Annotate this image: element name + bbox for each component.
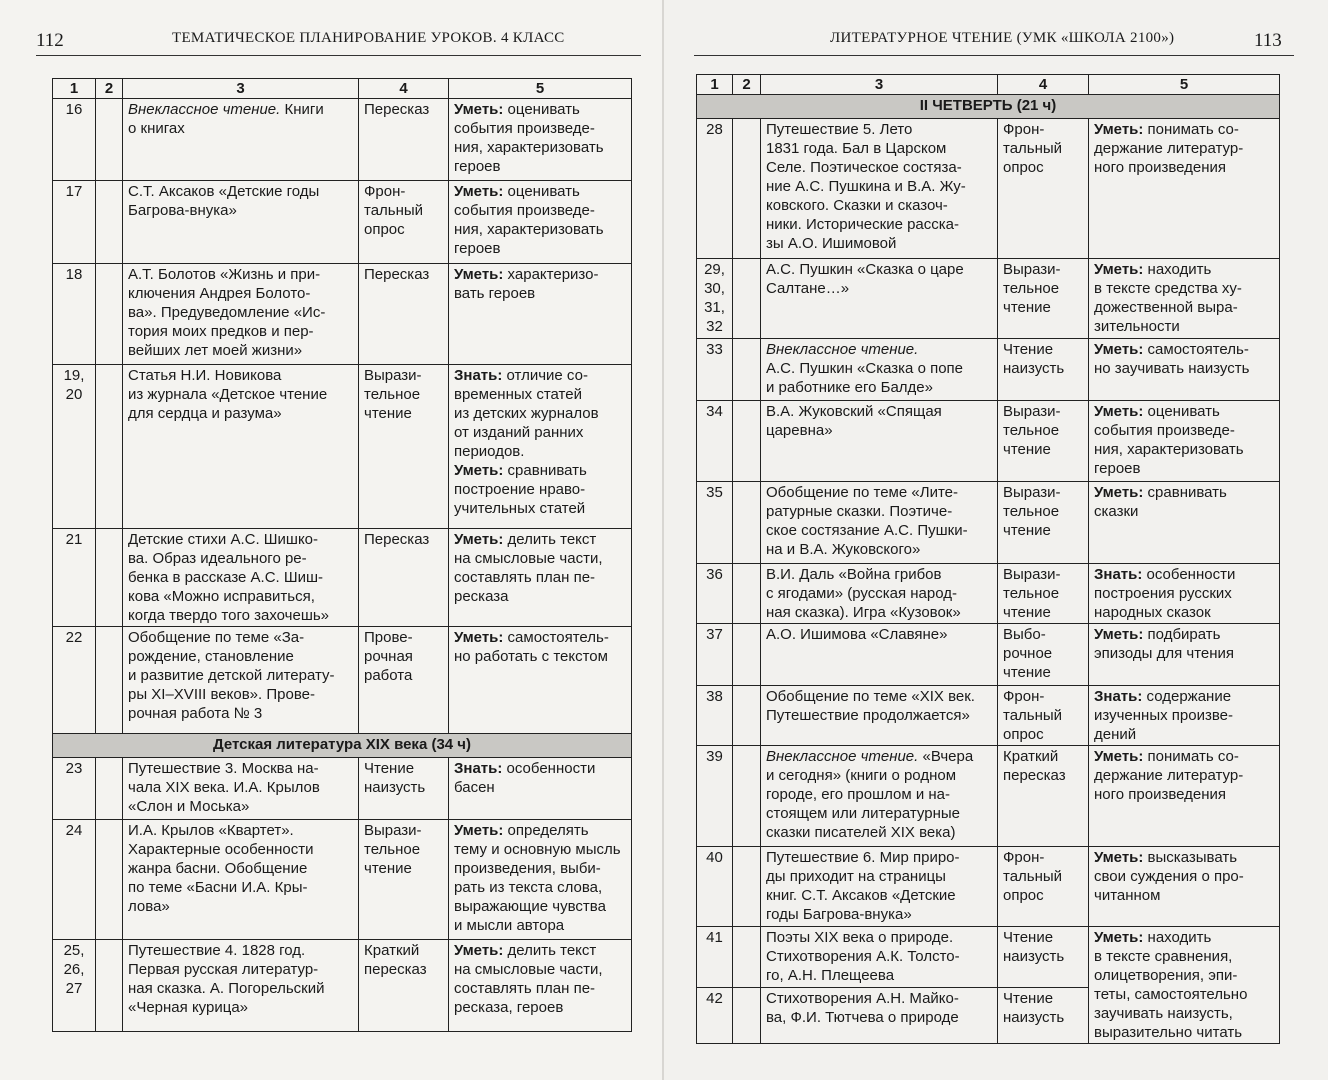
requirement-text: самостоятель- но работать с текстом	[454, 629, 609, 665]
date-cell	[96, 181, 123, 264]
requirement-text: оценивать события произведе- ния, характеризовать героев	[454, 183, 604, 257]
requirement-label: Уметь:	[1094, 484, 1144, 501]
topic-text: В.А. Жуковский «Спящая царевна»	[766, 403, 942, 439]
lesson-number: 42	[697, 988, 733, 1044]
page-number: 112	[36, 30, 64, 51]
requirements	[1089, 482, 1280, 564]
left-page	[0, 0, 662, 1080]
lesson-number: 29, 30, 31, 32	[697, 259, 733, 339]
lesson-topic	[761, 927, 998, 988]
date-cell	[733, 339, 761, 401]
topic-text: Статья Н.И. Новикова из журнала «Детское чтение для сердца и разума»	[128, 367, 328, 422]
lesson-topic	[761, 119, 998, 259]
lesson-topic	[761, 988, 998, 1044]
column-header: 2	[733, 75, 761, 95]
column-header: 4	[359, 79, 449, 99]
section-title: II ЧЕТВЕРТЬ (21 ч)	[697, 95, 1280, 119]
lesson-topic	[123, 529, 359, 627]
lesson-form: Чтение наизусть	[359, 758, 449, 820]
table-row	[697, 119, 1280, 259]
column-header: 1	[697, 75, 733, 95]
requirement-text: высказывать свои суждения о про- читанном	[1094, 849, 1244, 904]
lesson-topic	[761, 339, 998, 401]
lesson-form: Пересказ	[359, 529, 449, 627]
requirement-text: делить текст на смысловые части, составлять план пе- ресказа	[454, 531, 603, 605]
table-row	[697, 564, 1280, 624]
lesson-number: 23	[53, 758, 96, 820]
table-row	[53, 627, 632, 734]
date-cell	[733, 624, 761, 686]
lesson-table	[696, 74, 1280, 1044]
date-cell	[96, 365, 123, 529]
lesson-topic	[761, 259, 998, 339]
requirement-label: Знать:	[1094, 688, 1143, 705]
topic-text: Обобщение по теме «XIX век. Путешествие продолжается»	[766, 688, 975, 724]
section-title: Детская литература XIX века (34 ч)	[53, 734, 632, 758]
date-cell	[733, 259, 761, 339]
topic-text: Детские стихи А.С. Шишко- ва. Образ идеального ре- бенка в рассказе А.С. Шиш- кова «Можно исправиться, когда твердо того захочешь»	[128, 531, 330, 624]
requirements	[1089, 119, 1280, 259]
requirement-label: Уметь:	[1094, 341, 1144, 358]
topic-text: А.Т. Болотов «Жизнь и при- ключения Андрея Болото- ва». Предуведомление «Ис- тория моих предков и пер- вейших лет моей жизни»	[128, 266, 326, 359]
lesson-form: Вырази- тельное чтение	[998, 564, 1089, 624]
lesson-number: 34	[697, 401, 733, 482]
lesson-number: 35	[697, 482, 733, 564]
lesson-topic	[123, 264, 359, 365]
lesson-form: Фрон- тальный опрос	[359, 181, 449, 264]
lesson-number: 18	[53, 264, 96, 365]
requirements	[1089, 401, 1280, 482]
lesson-number: 19, 20	[53, 365, 96, 529]
header-row	[697, 75, 1280, 95]
requirements	[449, 181, 632, 264]
lesson-topic	[123, 181, 359, 264]
lesson-number: 21	[53, 529, 96, 627]
table-row	[697, 624, 1280, 686]
topic-text: Путешествие 6. Мир приро- ды приходит на страницы книг. С.Т. Аксаков «Детские годы Багрова-внука»	[766, 849, 960, 923]
requirement-text: самостоятель- но заучивать наизусть	[1094, 341, 1250, 377]
table-row	[53, 181, 632, 264]
topic-text: Путешествие 3. Москва на- чала XIX века. И.А. Крылов «Слон и Моська»	[128, 760, 320, 815]
requirements	[449, 365, 632, 529]
requirement-text: особенности басен	[454, 760, 596, 796]
column-header: 5	[449, 79, 632, 99]
lesson-form: Вырази- тельное чтение	[359, 820, 449, 940]
requirements	[449, 627, 632, 734]
column-header: 3	[761, 75, 998, 95]
requirements	[1089, 847, 1280, 927]
requirement-label: Уметь:	[454, 629, 504, 646]
topic-text: В.И. Даль «Война грибов с ягодами» (русская народ- ная сказка). Игра «Кузовок»	[766, 566, 961, 621]
lesson-form: Пересказ	[359, 264, 449, 365]
lesson-number: 25, 26, 27	[53, 940, 96, 1032]
lesson-topic	[761, 624, 998, 686]
table-row	[697, 259, 1280, 339]
table-row	[53, 529, 632, 627]
requirement-label: Знать:	[1094, 566, 1143, 583]
topic-text: Поэты XIX века о природе. Стихотворения А.К. Толсто- го, А.Н. Плещеева	[766, 929, 960, 984]
requirement-text: особенности построения русских народных сказок	[1094, 566, 1236, 621]
requirement-label: Уметь:	[454, 101, 504, 118]
requirement-label: Уметь:	[1094, 626, 1144, 643]
column-header: 3	[123, 79, 359, 99]
lesson-number: 16	[53, 99, 96, 181]
header-row	[53, 79, 632, 99]
topic-italic: Внеклассное чтение.	[128, 101, 281, 118]
lesson-topic	[761, 686, 998, 746]
requirements	[1089, 927, 1280, 1044]
lesson-number: 33	[697, 339, 733, 401]
requirements	[1089, 624, 1280, 686]
topic-text: И.А. Крылов «Квартет». Характерные особенности жанра басни. Обобщение по теме «Басни И.А. Кры- лова»	[128, 822, 314, 915]
table-row	[697, 746, 1280, 847]
lesson-number: 38	[697, 686, 733, 746]
lesson-form: Выбо- рочное чтение	[998, 624, 1089, 686]
requirement-text: находить в тексте средства ху- дожественной выра- зительности	[1094, 261, 1242, 335]
lesson-table	[52, 78, 632, 1032]
date-cell	[733, 119, 761, 259]
lesson-number: 22	[53, 627, 96, 734]
requirement-text: находить в тексте сравнения, олицетворения, эпи- теты, самостоятельно заучивать наизусть, выразительно читать	[1094, 929, 1248, 1041]
date-cell	[96, 99, 123, 181]
column-header: 5	[1089, 75, 1280, 95]
date-cell	[96, 529, 123, 627]
table-row	[697, 847, 1280, 927]
table-row	[697, 686, 1280, 746]
lesson-number: 36	[697, 564, 733, 624]
requirements	[449, 758, 632, 820]
lesson-topic	[123, 940, 359, 1032]
date-cell	[733, 746, 761, 847]
requirement-text: характеризо- вать героев	[454, 266, 599, 302]
date-cell	[733, 564, 761, 624]
requirements	[449, 940, 632, 1032]
lesson-topic	[761, 564, 998, 624]
requirement-label: Уметь:	[454, 822, 504, 839]
column-header: 4	[998, 75, 1089, 95]
requirement-text: понимать со- держание литератур- ного произведения	[1094, 121, 1244, 176]
running-header: ТЕМАТИЧЕСКОЕ ПЛАНИРОВАНИЕ УРОКОВ. 4 КЛАСС	[172, 30, 565, 46]
requirement-text: оценивать события произведе- ния, характеризовать героев	[454, 101, 604, 175]
topic-text: С.Т. Аксаков «Детские годы Багрова-внука»	[128, 183, 320, 219]
date-cell	[733, 401, 761, 482]
lesson-topic	[123, 820, 359, 940]
section-row	[697, 95, 1280, 119]
requirement-label: Знать:	[454, 367, 503, 384]
table-row	[697, 339, 1280, 401]
date-cell	[96, 820, 123, 940]
requirement-label: Уметь:	[1094, 121, 1144, 138]
date-cell	[733, 847, 761, 927]
requirement-text: понимать со- держание литератур- ного произведения	[1094, 748, 1244, 803]
requirement-text: определять тему и основную мысль произведения, выби- рать из текста слова, выражающие чувства и мысли автора	[454, 822, 621, 934]
lesson-form: Вырази- тельное чтение	[998, 482, 1089, 564]
requirements	[1089, 339, 1280, 401]
requirement-label: Уметь:	[1094, 929, 1144, 946]
requirement-text: делить текст на смысловые части, составлять план пе- ресказа, героев	[454, 942, 603, 1016]
date-cell	[96, 264, 123, 365]
topic-text: А.О. Ишимова «Славяне»	[766, 626, 948, 643]
lesson-form: Пересказ	[359, 99, 449, 181]
table-row	[53, 820, 632, 940]
lesson-form: Фрон- тальный опрос	[998, 119, 1089, 259]
lesson-form: Чтение наизусть	[998, 988, 1089, 1044]
running-header: ЛИТЕРАТУРНОЕ ЧТЕНИЕ (УМК «ШКОЛА 2100»)	[830, 30, 1175, 46]
table-row	[53, 758, 632, 820]
requirement-label: Уметь:	[454, 183, 504, 200]
topic-italic: Внеклассное чтение.	[766, 748, 919, 765]
lesson-form: Прове- рочная работа	[359, 627, 449, 734]
requirement-label: Уметь:	[1094, 748, 1144, 765]
header-rule	[36, 55, 641, 56]
requirement-label: Уметь:	[1094, 849, 1144, 866]
requirements	[1089, 564, 1280, 624]
requirement-label: Уметь:	[454, 462, 504, 479]
lesson-form: Краткий пересказ	[998, 746, 1089, 847]
topic-text: «Вчера и сегодня» (книги о родном городе, его прошлом и на- стоящем или литературные сказки писателей XIX века)	[766, 748, 974, 841]
requirement-label: Уметь:	[1094, 403, 1144, 420]
lesson-number: 39	[697, 746, 733, 847]
lesson-number: 41	[697, 927, 733, 988]
requirements	[1089, 259, 1280, 339]
lesson-number: 24	[53, 820, 96, 940]
lesson-topic	[123, 758, 359, 820]
lesson-form: Краткий пересказ	[359, 940, 449, 1032]
table-row	[53, 99, 632, 181]
lesson-topic	[761, 401, 998, 482]
lesson-form: Вырази- тельное чтение	[998, 259, 1089, 339]
date-cell	[96, 940, 123, 1032]
topic-text: Обобщение по теме «Лите- ратурные сказки. Поэтиче- ское состязание А.С. Пушки- на и В.А. Жуковского»	[766, 484, 968, 558]
lesson-topic	[761, 482, 998, 564]
requirement-label: Знать:	[454, 760, 503, 777]
topic-text: А.С. Пушкин «Сказка о попе и работнике его Балде»	[766, 360, 964, 396]
topic-text: А.С. Пушкин «Сказка о царе Салтане…»	[766, 261, 964, 297]
requirement-label: Уметь:	[454, 531, 504, 548]
requirement-label: Уметь:	[454, 266, 504, 283]
lesson-topic	[123, 99, 359, 181]
lesson-topic	[761, 847, 998, 927]
lesson-form: Вырази- тельное чтение	[998, 401, 1089, 482]
column-header: 2	[96, 79, 123, 99]
requirement-text: сравнивать построение нраво- учительных статей	[454, 462, 587, 517]
requirement-text: отличие со- временных статей из детских журналов от изданий ранних периодов.	[454, 367, 599, 460]
table-row	[53, 940, 632, 1032]
date-cell	[96, 758, 123, 820]
requirement-text: сравнивать сказки	[1094, 484, 1227, 520]
topic-text: Книги о книгах	[128, 101, 324, 137]
topic-text: Путешествие 4. 1828 год. Первая русская литератур- ная сказка. А. Погорельский «Черная курица»	[128, 942, 325, 1016]
lesson-form: Фрон- тальный опрос	[998, 686, 1089, 746]
column-header: 1	[53, 79, 96, 99]
header-rule	[694, 55, 1294, 56]
requirements	[449, 529, 632, 627]
date-cell	[733, 482, 761, 564]
lesson-number: 37	[697, 624, 733, 686]
date-cell	[96, 627, 123, 734]
requirements	[1089, 746, 1280, 847]
requirement-text: содержание изученных произве- дений	[1094, 688, 1233, 743]
lesson-form: Чтение наизусть	[998, 927, 1089, 988]
requirement-label: Уметь:	[1094, 261, 1144, 278]
page-number: 113	[1254, 30, 1282, 51]
lesson-number: 17	[53, 181, 96, 264]
lesson-number: 28	[697, 119, 733, 259]
lesson-topic	[123, 365, 359, 529]
requirement-text: оценивать события произведе- ния, характеризовать героев	[1094, 403, 1244, 477]
lesson-topic	[123, 627, 359, 734]
topic-text: Обобщение по теме «За- рождение, становление и развитие детской литерату- ры XI–XVIII веков». Прове- рочная работа № 3	[128, 629, 335, 722]
requirements	[449, 99, 632, 181]
table-row	[697, 401, 1280, 482]
right-page	[664, 0, 1328, 1080]
table-row	[697, 482, 1280, 564]
date-cell	[733, 686, 761, 746]
topic-italic: Внеклассное чтение.	[766, 341, 919, 358]
lesson-form: Чтение наизусть	[998, 339, 1089, 401]
lesson-topic	[761, 746, 998, 847]
requirement-label: Уметь:	[454, 942, 504, 959]
lesson-number: 40	[697, 847, 733, 927]
table-row	[53, 365, 632, 529]
section-row	[53, 734, 632, 758]
requirements	[1089, 686, 1280, 746]
table-row	[53, 264, 632, 365]
table-row	[697, 927, 1280, 988]
lesson-form: Фрон- тальный опрос	[998, 847, 1089, 927]
topic-text: Стихотворения А.Н. Майко- ва, Ф.И. Тютчева о природе	[766, 990, 959, 1026]
topic-text: Путешествие 5. Лето 1831 года. Бал в Царском Селе. Поэтическое состяза- ние А.С. Пушкина и В.А. Жу- ковского. Сказки и сказоч- ники. Исторические расска- зы А.О. Ишимовой	[766, 121, 966, 252]
lesson-form: Вырази- тельное чтение	[359, 365, 449, 529]
requirements	[449, 820, 632, 940]
date-cell	[733, 927, 761, 988]
date-cell	[733, 988, 761, 1044]
requirements	[449, 264, 632, 365]
requirement-text: подбирать эпизоды для чтения	[1094, 626, 1235, 662]
